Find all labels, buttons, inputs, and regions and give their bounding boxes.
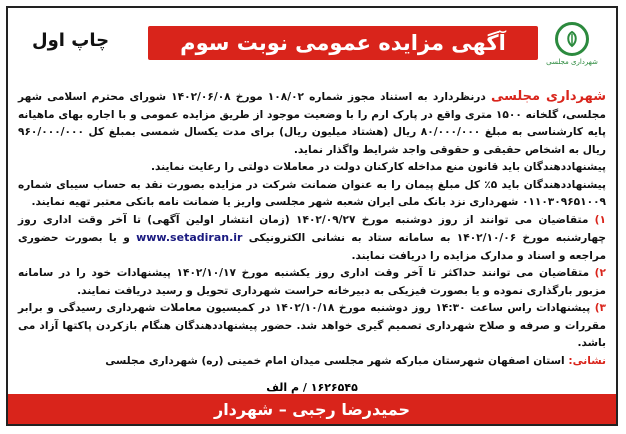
item-3-number: ۳)	[594, 302, 607, 314]
organization-name: شهرداری مجلسی	[490, 89, 606, 104]
ad-header	[8, 8, 616, 72]
print-label: چاپ اول	[32, 30, 110, 51]
advertisement-page	[6, 6, 618, 426]
setad-link[interactable]: www.setadiran.ir	[136, 231, 243, 244]
item-1	[18, 212, 606, 266]
address	[18, 353, 606, 371]
item-1-number: ۱)	[594, 213, 606, 226]
intro-text: درنظردارد به استناد مجوز شماره ۱۰۸/۰۲ مورخ ۱۴۰۲/۰۶/۰۸ شورای محترم اسلامی شهر مجلسی، گلخانه ۱۵۰۰ متری واقع در پارک ارم را با وضعیت موجود از طریق مزایده عمومی و با اجاره بهای ماهیانه پایه کارشناسی به مبلغ ۸۰/۰۰۰/۰۰۰ ریال (هشتاد میلیون ریال) برای مدت یکسال شمسی بمبلغ کل ۹۶۰/۰۰۰/۰۰۰ ریال به اشخاص حقیقی و حقوقی واجد شرایط واگذار نماید.	[18, 91, 606, 156]
conflict-rule: پیشنهاددهندگان باید قانون منع مداخله کارکنان دولت در معاملات دولتی را رعایت نمایند.	[151, 161, 606, 173]
municipality-logo	[542, 22, 602, 72]
item-2	[18, 265, 606, 300]
item-3	[18, 300, 606, 353]
address-label: نشانی:	[568, 354, 606, 367]
guarantee-paragraph: پیشنهاددهندگان باید ۵٪ کل مبلغ پیمان را به عنوان ضمانت شرکت در مزایده بصورت نقد به حساب سیبای شماره ۰۱۱۰۳۰۹۶۵۱۰۰۹ شهرداری نزد بانک ملی ایران شعبه شهر مجلسی واریز یا ضمانت نامه بانکی معتبر تهیه نمایند.	[18, 178, 606, 208]
item-1-text-a: متقاضیان می توانند از روز دوشنبه مورخ ۱۴۰۲/۰۹/۲۷ (زمان انتشار اولین آگهی) تا آخر وقت اداری روز چهارشنبه مورخ ۱۴۰۲/۱۰/۰۶ به سامانه ستاد به نشانی الکترونیکی	[18, 213, 606, 244]
item-2-text: متقاضیان می توانند حداکثر تا آخر وقت اداری روز یکشنبه مورخ ۱۴۰۲/۱۰/۱۷ پیشنهادات خود را در سامانه مزبور بارگذاری نموده و یا بصورت فیزیکی به دبیرخانه حراست شهرداری تحویل و رسید دریافت نمایند.	[18, 267, 606, 297]
address-text: استان اصفهان شهرستان مبارکه شهر مجلسی میدان امام خمینی (ره) شهرداری مجلسی	[105, 354, 565, 367]
signature-bar	[8, 394, 616, 424]
item-1-text-b: و یا بصورت حضوری مراجعه و اسناد و مدارک مزایده را دریافت نمایند.	[18, 232, 606, 262]
ad-body	[18, 88, 606, 378]
registration-number: ۱۶۲۶۵۴۵ / م الف	[266, 381, 358, 394]
logo-caption: شهرداری مجلسی	[546, 58, 598, 66]
leaf-logo-icon	[555, 22, 589, 56]
intro-paragraph	[18, 88, 606, 159]
mayor-signature: حمیدرضا رجبی – شهردار	[213, 399, 411, 419]
ad-title: آگهی مزایده عمومی نوبت سوم	[148, 26, 538, 60]
item-3-text: پیشنهادات راس ساعت ۱۴:۳۰ روز دوشنبه مورخ ۱۴۰۲/۱۰/۱۸ در کمیسیون معاملات شهرداری رسیدگی و برابر مقررات و صرفه و صلاح شهرداری تصمیم گیری خواهد شد. حضور پیشنهاددهندگان هنگام بازکردن پاکتها آزاد می باشد.	[18, 302, 606, 349]
item-2-number: ۲)	[594, 267, 606, 279]
